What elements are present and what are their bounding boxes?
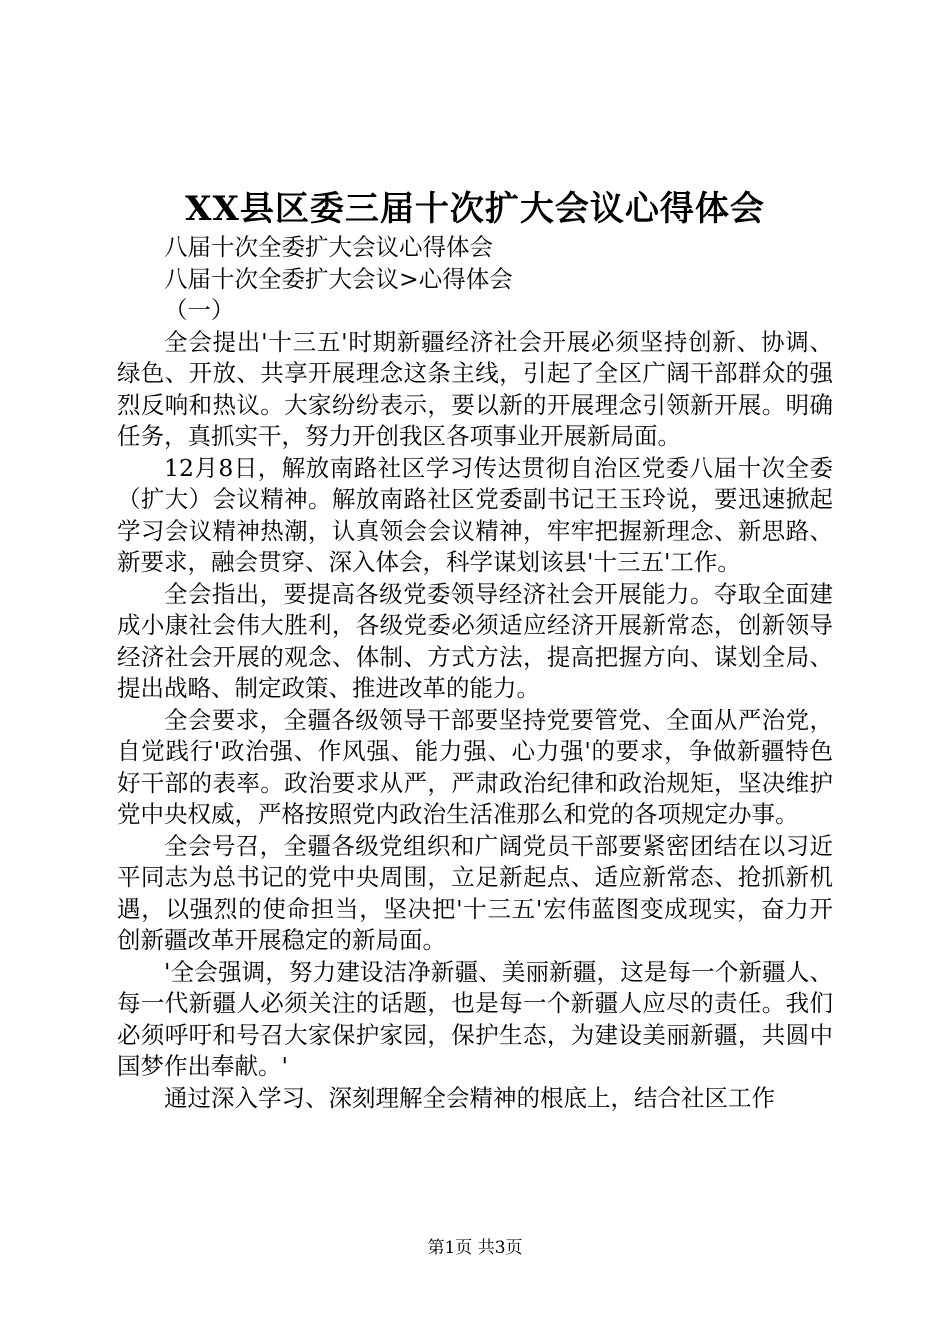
paragraph: 全会要求，全疆各级领导干部要坚持党要管党、全面从严治党，自觉践行'政治强、作风强、能力强、心力强'的要求，争做新疆特色好干部的表率。政治要求从严，严肃政治纪律和政治规矩，坚决维护党中央权威，严格按照党内政治生活准那么和党的各项规定办事。 (117, 705, 833, 828)
paragraph: 全会提出'十三五'时期新疆经济社会开展必须坚持创新、协调、绿色、开放、共享开展理念这条主线，引起了全区广阔干部群众的强烈反响和热议。大家纷纷表示，要以新的开展理念引领新开展。明确任务，真抓实干，努力开创我区各项事业开展新局面。 (117, 327, 833, 450)
section-marker: （一） (164, 296, 235, 324)
subtitle-line-2: 八届十次全委扩大会议>心得体会 (164, 264, 513, 293)
paragraph: 12月8日，解放南路社区学习传达贯彻自治区党委八届十次全委（扩大）会议精神。解放南路社区党委副书记王玉玲说，要迅速掀起学习会议精神热潮，认真领会会议精神，牢牢把握新理念、新思路、新要求，融会贯穿、深入体会，科学谋划该县'十三五'工作。 (117, 453, 833, 576)
document-title: XX县区委三届十次扩大会议心得体会 (185, 189, 765, 229)
paragraph: 全会号召，全疆各级党组织和广阔党员干部要紧密团结在以习近平同志为总书记的党中央周围，立足新起点、适应新常态、抢抓新机遇，以强烈的使命担当，坚决把'十三五'宏伟蓝图变成现实，奋力开创新疆改革开展稳定的新局面。 (117, 831, 833, 954)
document-body (117, 232, 833, 1114)
paragraph: 全会指出，要提高各级党委领导经济社会开展能力。夺取全面建成小康社会伟大胜利，各级党委必须适应经济开展新常态，创新领导经济社会开展的观念、体制、方式方法，提高把握方向、谋划全局、提出战略、制定政策、推进改革的能力。 (117, 579, 833, 702)
page-footer: 第1页 共3页 (427, 1238, 523, 1258)
paragraph: '全会强调，努力建设洁净新疆、美丽新疆，这是每一个新疆人、每一代新疆人必须关注的话题，也是每一个新疆人应尽的责任。我们必须呼吁和号召大家保护家园，保护生态，为建设美丽新疆，共圆中国梦作出奉献。' (117, 957, 833, 1080)
subtitle-line-1: 八届十次全委扩大会议心得体会 (164, 233, 493, 261)
paragraph: 通过深入学习、深刻理解全会精神的根底上，结合社区工作 (164, 1083, 775, 1112)
